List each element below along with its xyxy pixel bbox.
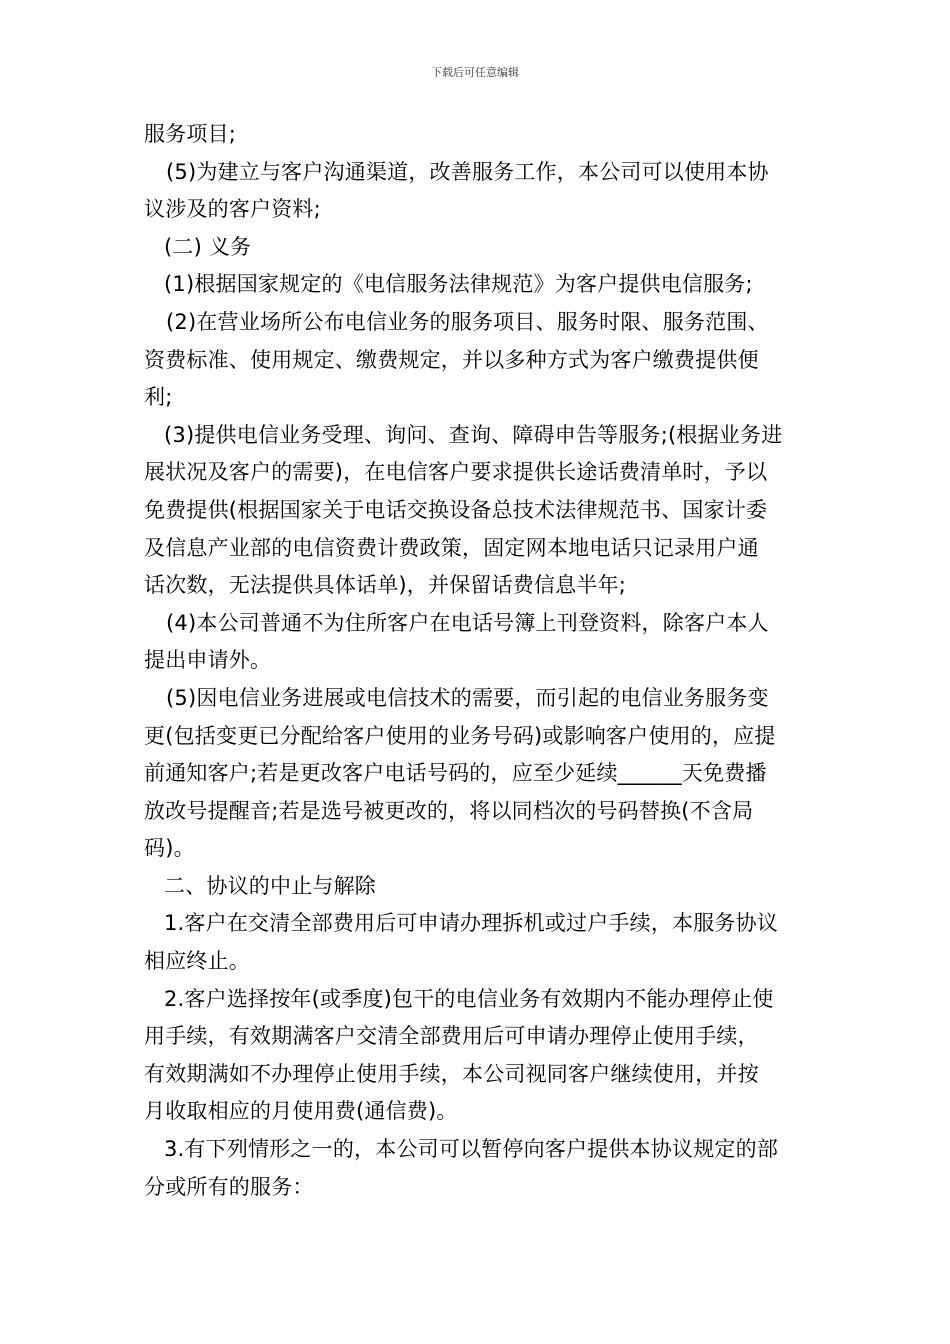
- paragraph-line: 1.客户在交清全部费用后可申请办理拆机或过户手续，本服务协议: [164, 911, 779, 936]
- paragraph-line: (3)提供电信业务受理、询问、查询、障碍申告等服务;(根据业务进: [164, 422, 783, 447]
- page-header: 下载后可任意编辑: [431, 66, 519, 79]
- paragraph-line: 免费提供(根据国家关于电话交换设备总技术法律规范书、国家计委: [144, 497, 768, 522]
- paragraph-line: (4)本公司普通不为住所客户在电话号簿上刊登资料，除客户本人: [166, 610, 769, 635]
- paragraph-line: 相应终止。: [144, 949, 250, 974]
- paragraph-line: 放改号提醒音;若是选号被更改的，将以同档次的号码替换(不含局: [144, 798, 754, 823]
- paragraph-line: 服务项目;: [144, 122, 237, 146]
- paragraph-line: 话次数，无法提供具体话单)，并保留话费信息半年;: [144, 573, 627, 598]
- paragraph-line: 提出申请外。: [144, 648, 272, 673]
- paragraph-line: 议涉及的客户资料;: [144, 197, 321, 222]
- paragraph-line: 有效期满如不办理停止使用手续，本公司视同客户继续使用，并按: [144, 1061, 759, 1086]
- paragraph-line: 展状况及客户的需要)，在电信客户要求提供长途话费清单时，予以: [144, 460, 768, 485]
- paragraph-line: 3.有下列情形之一的，本公司可以暂停向客户提供本协议规定的部: [164, 1137, 779, 1162]
- paragraph-line: 前通知客户;若是更改客户电话号码的，应至少延续______天免费播: [144, 761, 767, 786]
- paragraph-line: (2)在营业场所公布电信业务的服务项目、服务时限、服务范围、: [166, 309, 769, 334]
- paragraph-line: 月收取相应的月使用费(通信费)。: [144, 1099, 458, 1124]
- paragraph-line: (5)为建立与客户沟通渠道，改善服务工作，本公司可以使用本协: [166, 159, 769, 184]
- paragraph-line: 利;: [144, 385, 173, 410]
- paragraph-line: 资费标准、使用规定、缴费规定，并以多种方式为客户缴费提供便: [144, 347, 759, 372]
- paragraph-line: 用手续，有效期满客户交清全部费用后可申请办理停止使用手续，: [144, 1024, 759, 1049]
- paragraph-line: 码)。: [144, 836, 195, 861]
- paragraph-line: 分或所有的服务：: [144, 1174, 314, 1199]
- paragraph-line: 更(包括变更已分配给客户使用的业务号码)或影响客户使用的，应提: [144, 723, 776, 748]
- paragraph-line: (1)根据国家规定的《电信服务法律规范》为客户提供电信服务;: [164, 272, 753, 297]
- paragraph-line: 及信息产业部的电信资费计费政策，固定网本地电话只记录用户通: [144, 535, 759, 560]
- document-body: [144, 116, 812, 1206]
- paragraph-line: 2.客户选择按年(或季度)包干的电信业务有效期内不能办理停止使: [164, 986, 774, 1011]
- section-heading: (二) 义务: [164, 234, 252, 259]
- paragraph-line: (5)因电信业务进展或电信技术的需要，而引起的电信业务服务变: [166, 685, 769, 710]
- section-heading: 二、协议的中止与解除: [164, 873, 376, 898]
